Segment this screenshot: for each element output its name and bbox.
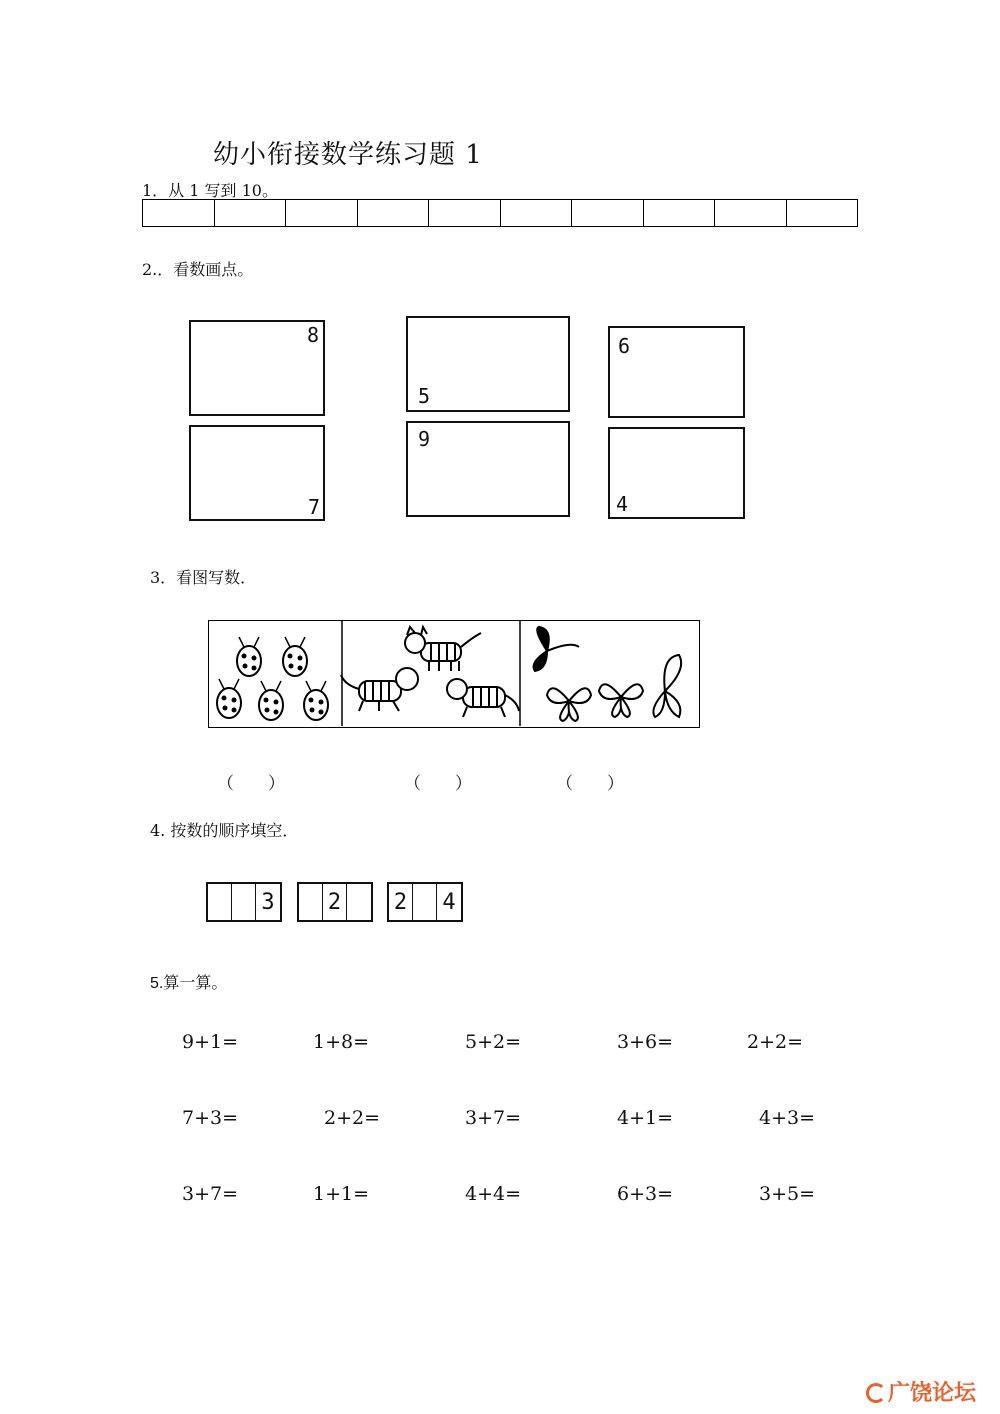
equation: 1+1= xyxy=(313,1183,370,1205)
equation: 4+3= xyxy=(759,1107,816,1129)
ladybug-icon xyxy=(283,637,307,676)
butterfly-icon xyxy=(599,684,643,717)
equation: 5+2= xyxy=(465,1031,522,1053)
equation: 6+3= xyxy=(617,1183,674,1205)
ladybug-icon xyxy=(237,637,261,676)
answer-blank-ladybugs[interactable]: （ ） xyxy=(217,774,285,794)
grid-cell[interactable] xyxy=(429,200,501,226)
sequence-group-2[interactable] xyxy=(297,882,373,922)
dot-box-5[interactable] xyxy=(406,316,570,412)
grid-cell[interactable] xyxy=(787,200,858,226)
butterfly-icon xyxy=(547,688,591,721)
sequence-cell[interactable] xyxy=(347,884,371,920)
equation: 7+3= xyxy=(182,1107,239,1129)
cat-icon xyxy=(405,627,481,671)
grid-cell[interactable] xyxy=(286,200,358,226)
grid-cell[interactable] xyxy=(358,200,430,226)
question-4-label: 4. 按数的顺序填空． xyxy=(150,821,299,840)
watermark-text: 广饶论坛 xyxy=(888,1381,977,1406)
ladybug-icon xyxy=(259,681,283,720)
question-3-label: 3．看图写数． xyxy=(150,568,257,587)
cat-icon xyxy=(341,668,418,711)
dot-box-8[interactable] xyxy=(189,320,325,416)
watermark-logo xyxy=(866,1376,976,1407)
equation: 3+6= xyxy=(617,1031,674,1053)
answer-blank-butterflies[interactable]: （ ） xyxy=(556,774,624,794)
ladybug-icon xyxy=(217,679,241,718)
ladybug-icon xyxy=(304,681,328,720)
equation: 9+1= xyxy=(182,1031,239,1053)
sequence-cell[interactable] xyxy=(232,884,256,920)
question-1-label: 1．从 1 写到 10。 xyxy=(142,181,278,200)
equation: 4+1= xyxy=(617,1107,674,1129)
box-number: 9 xyxy=(418,427,431,451)
box-number: 7 xyxy=(307,495,320,519)
box-number: 8 xyxy=(306,323,319,347)
equation: 3+5= xyxy=(759,1183,816,1205)
sequence-group-3[interactable] xyxy=(387,882,463,922)
cat-icon xyxy=(447,679,519,717)
grid-cell[interactable] xyxy=(644,200,716,226)
dot-box-9[interactable] xyxy=(406,421,570,517)
page-title: 幼小衔接数学练习题 1 xyxy=(213,140,483,170)
sequence-cell[interactable] xyxy=(413,884,437,920)
sequence-cell[interactable]: 3 xyxy=(261,890,275,915)
logo-g-icon xyxy=(866,1383,886,1403)
dot-box-4[interactable] xyxy=(608,427,745,519)
equation: 2+2= xyxy=(324,1107,381,1129)
equation: 4+4= xyxy=(465,1183,522,1205)
sequence-cell[interactable]: 4 xyxy=(442,890,456,915)
dot-box-7[interactable] xyxy=(189,425,325,521)
question-2-label: 2.．看数画点。 xyxy=(142,260,254,279)
equation: 2+2= xyxy=(747,1031,804,1053)
question-5-label: 5.算一算。 xyxy=(150,975,228,992)
box-number: 5 xyxy=(418,384,431,408)
equation: 3+7= xyxy=(465,1107,522,1129)
sequence-cell[interactable]: 2 xyxy=(389,884,413,920)
grid-cell[interactable] xyxy=(501,200,573,226)
sequence-cell[interactable] xyxy=(208,884,232,920)
butterfly-icon xyxy=(653,655,681,717)
butterfly-icon xyxy=(534,627,580,671)
sequence-cell[interactable]: 2 xyxy=(323,884,347,920)
answer-blank-cats[interactable]: （ ） xyxy=(404,774,472,794)
grid-cell[interactable] xyxy=(572,200,644,226)
dot-box-6[interactable] xyxy=(608,326,745,418)
equation: 1+8= xyxy=(313,1031,370,1053)
grid-cell[interactable] xyxy=(715,200,787,226)
grid-cell[interactable] xyxy=(143,200,215,226)
grid-cell[interactable] xyxy=(215,200,287,226)
sequence-cell[interactable] xyxy=(299,884,323,920)
counting-picture xyxy=(208,620,700,728)
number-writing-grid[interactable] xyxy=(142,199,858,227)
equation: 3+7= xyxy=(182,1183,239,1205)
box-number: 6 xyxy=(618,334,631,358)
box-number: 4 xyxy=(616,492,629,516)
sequence-group-1[interactable] xyxy=(206,882,282,922)
